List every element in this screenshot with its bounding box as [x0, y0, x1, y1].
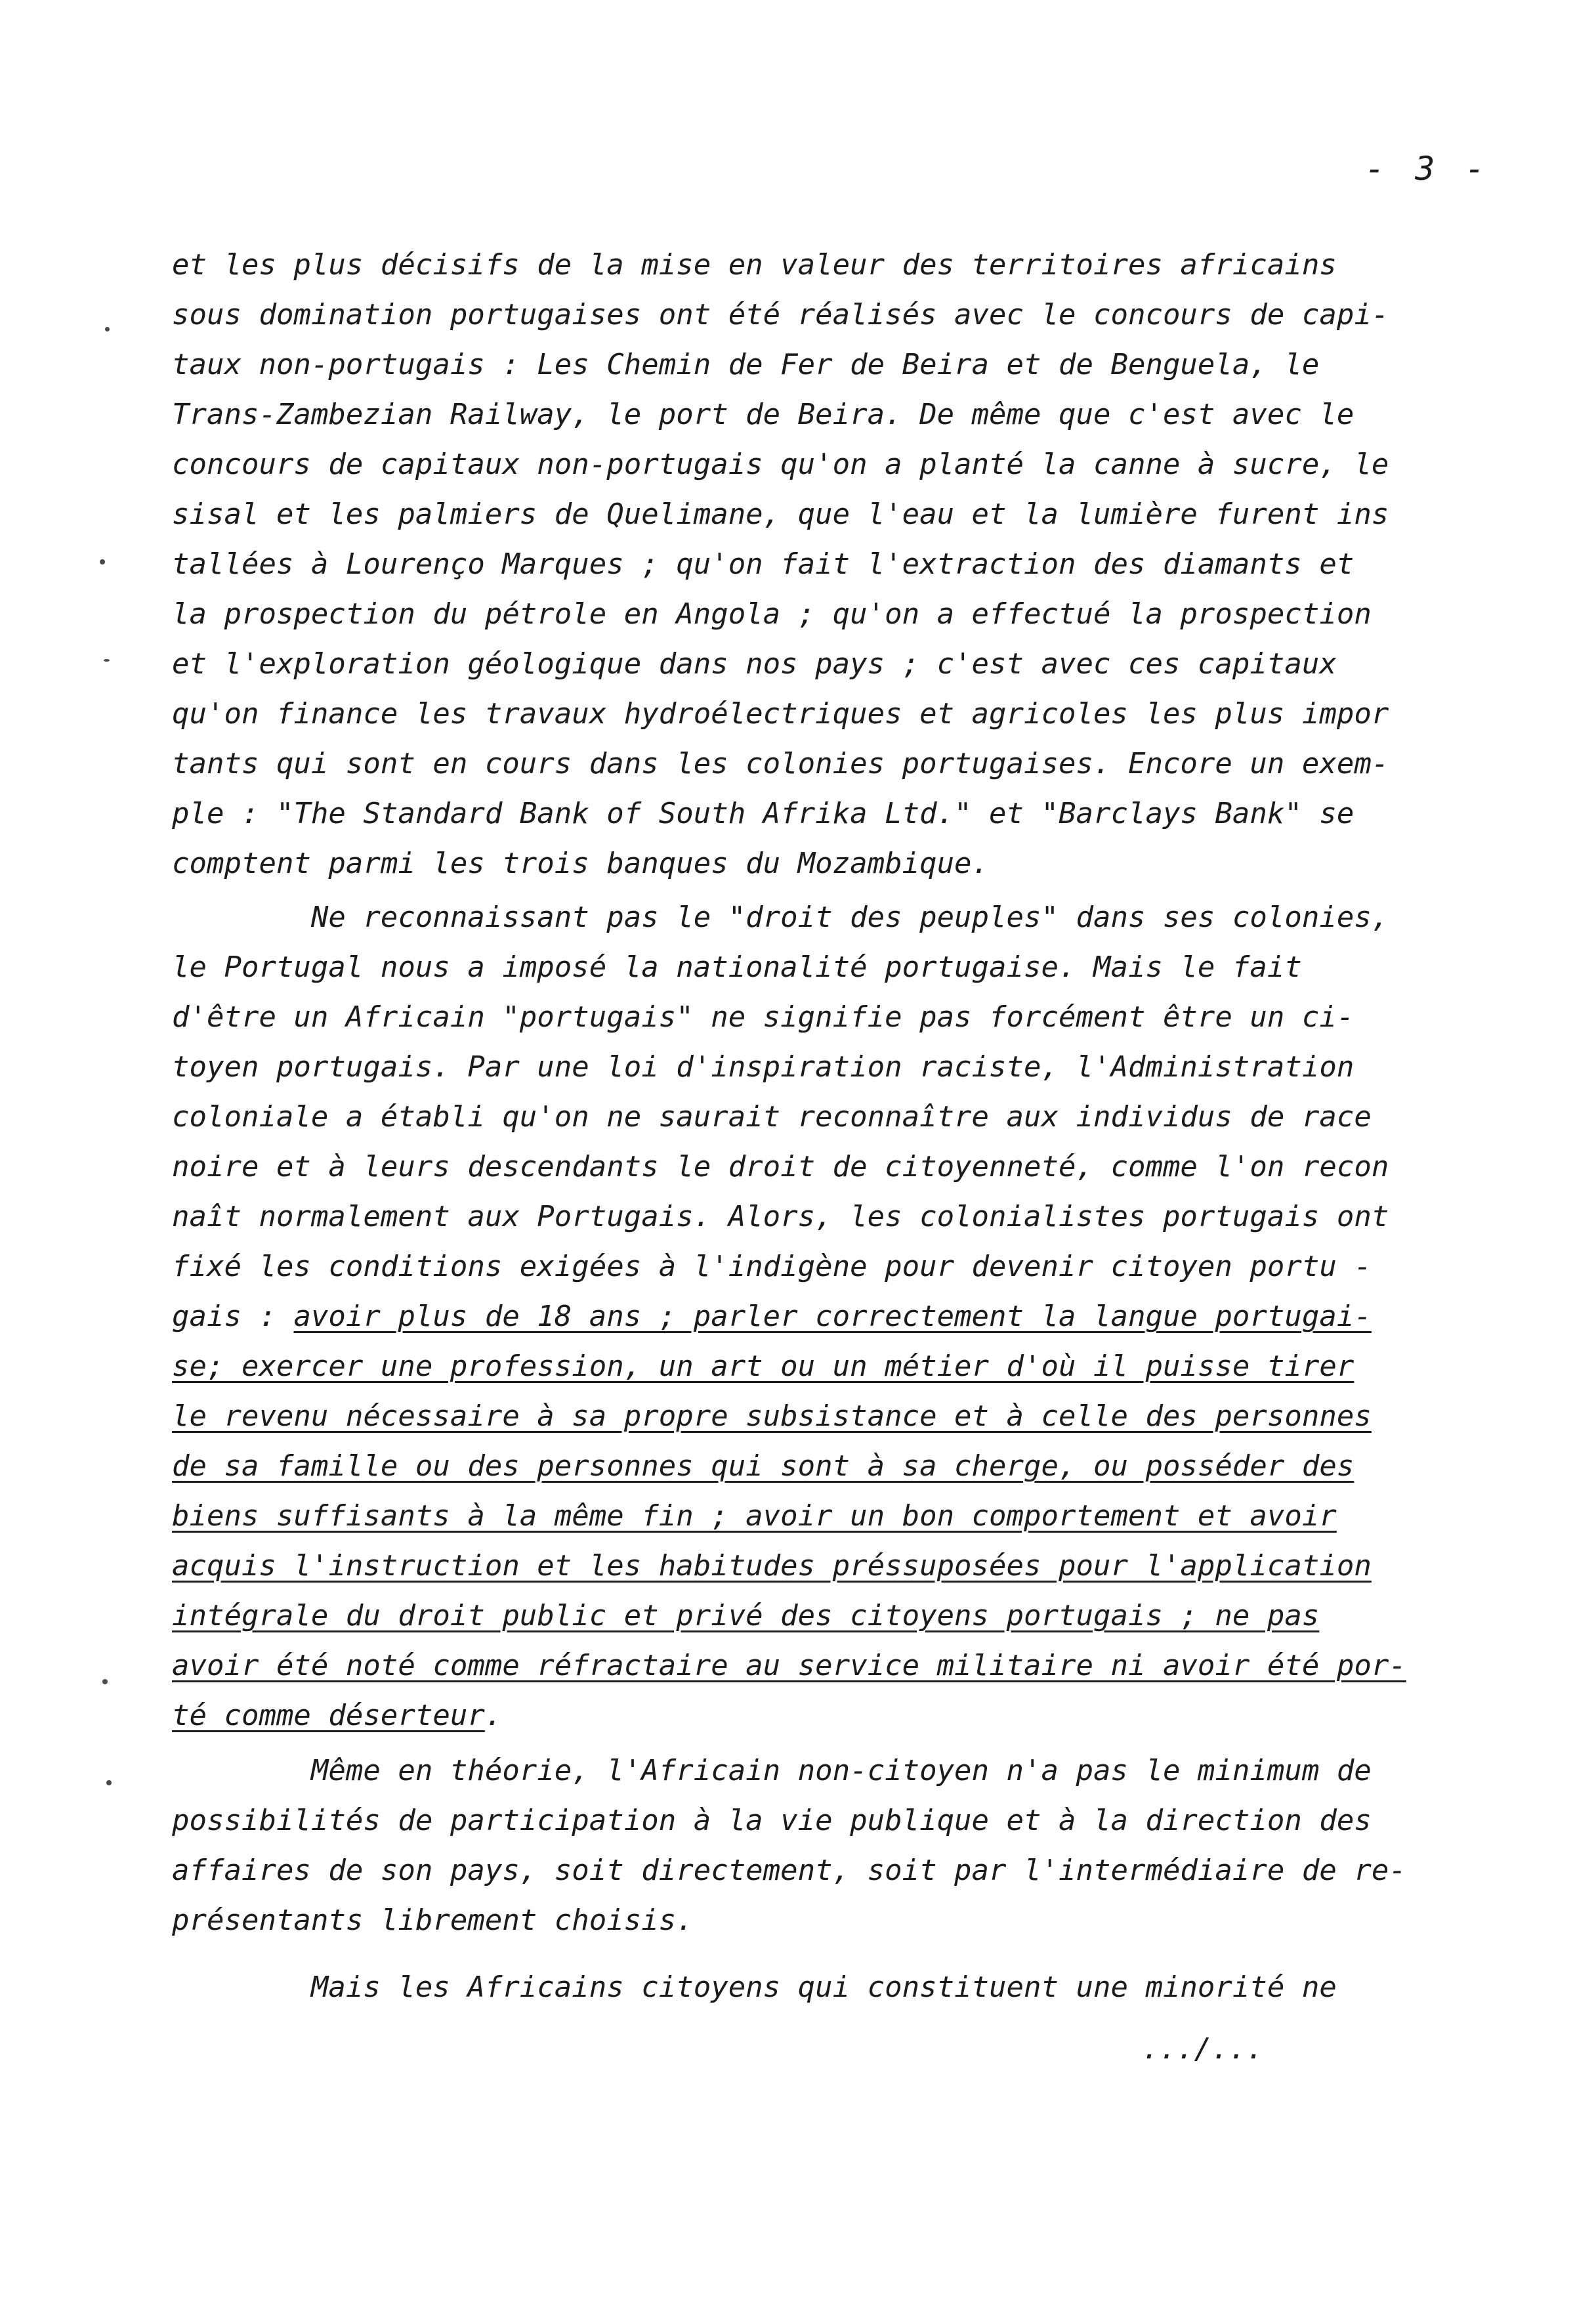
underlined-line: de sa famille ou des personnes qui sont à sa cherge, ou posséder des: [172, 1449, 1354, 1483]
text-line: présentants librement choisis.: [172, 1904, 694, 1937]
text-line: et les plus décisifs de la mise en valeur des territoires africains: [172, 248, 1337, 282]
text-line: affaires de son pays, soit directement, soit par l'intermédiaire de re-: [172, 1854, 1406, 1887]
plain-text: .: [484, 1699, 503, 1732]
underlined-line: le revenu nécessaire à sa propre subsistance et à celle des personnes: [172, 1399, 1372, 1433]
text-line: la prospection du pétrole en Angola ; qu'on a effectué la prospection: [172, 597, 1372, 631]
text-line: possibilités de participation à la vie publique et à la direction des: [172, 1804, 1372, 1837]
text-line: Trans-Zambezian Railway, le port de Beira. De même que c'est avec le: [172, 398, 1354, 431]
text-line: Même en théorie, l'Africain non-citoyen n'a pas le minimum de: [172, 1754, 1372, 1787]
underlined-line: se; exercer une profession, un art ou un métier d'où il puisse tirer: [172, 1350, 1354, 1383]
text-line: noire et à leurs descendants le droit de citoyenneté, comme l'on recon: [172, 1150, 1389, 1183]
paragraph-foreign-capital: [172, 240, 1576, 889]
paragraph-citizen-minority: [172, 1963, 1576, 2012]
text-line: comptent parmi les trois banques du Mozambique.: [172, 847, 990, 880]
text-line: le Portugal nous a imposé la nationalité portugaise. Mais le fait: [172, 950, 1302, 984]
text-line: naît normalement aux Portugais. Alors, les colonialistes portugais ont: [172, 1200, 1389, 1233]
page-number: - 3 -: [1365, 150, 1490, 188]
underlined-text: té comme déserteur: [172, 1699, 485, 1732]
text-line: toyen portugais. Par une loi d'inspiration raciste, l'Administration: [172, 1050, 1354, 1084]
scan-speck: [102, 1679, 108, 1684]
underlined-line: intégrale du droit public et privé des citoyens portugais ; ne pas: [172, 1599, 1320, 1632]
scan-speck: [104, 659, 110, 662]
text-line: fixé les conditions exigées à l'indigène pour devenir citoyen portu -: [172, 1250, 1372, 1283]
text-line: Ne reconnaissant pas le "droit des peuples" dans ses colonies,: [172, 901, 1389, 934]
underlined-line: acquis l'instruction et les habitudes préssuposées pour l'application: [172, 1549, 1372, 1583]
text-line: taux non-portugais : Les Chemin de Fer de Beira et de Benguela, le: [172, 348, 1320, 381]
scan-speck: [105, 327, 110, 331]
text-line: tants qui sont en cours dans les colonies portugaises. Encore un exem-: [172, 747, 1389, 780]
scan-speck: [100, 559, 105, 564]
text-line: concours de capitaux non-portugais qu'on a planté la canne à sucre, le: [172, 448, 1389, 481]
text-line: sisal et les palmiers de Quelimane, que l'eau et la lumière furent ins: [172, 498, 1389, 531]
text-line: ple : "The Standard Bank of South Afrika Ltd." et "Barclays Bank" se: [172, 797, 1354, 830]
text-line: qu'on finance les travaux hydroélectriques et agricoles les plus impor: [172, 697, 1389, 731]
scan-speck: [106, 1780, 112, 1785]
text-line: sous domination portugaises ont été réalisés avec le concours de capi-: [172, 298, 1389, 331]
text-line: d'être un Africain "portugais" ne signifie pas forcément être un ci-: [172, 1000, 1354, 1034]
plain-text: gais :: [172, 1300, 294, 1333]
text-line-mixed: [172, 1292, 1576, 1342]
text-line: tallées à Lourenço Marques ; qu'on fait l'extraction des diamants et: [172, 547, 1354, 581]
paragraph-citizenship-conditions: [172, 893, 1576, 1741]
underlined-line: avoir été noté comme réfractaire au service militaire ni avoir été por-: [172, 1649, 1406, 1682]
underlined-text: avoir plus de 18 ans ; parler correctement la langue portugai-: [293, 1300, 1372, 1333]
underlined-line: biens suffisants à la même fin ; avoir un bon comportement et avoir: [172, 1499, 1337, 1533]
text-line: et l'exploration géologique dans nos pays ; c'est avec ces capitaux: [172, 647, 1337, 681]
continuation-mark: .../...: [1142, 2032, 1264, 2066]
text-line-mixed: [172, 1691, 1576, 1741]
text-line: Mais les Africains citoyens qui constituent une minorité ne: [172, 1970, 1337, 2004]
text-line: coloniale a établi qu'on ne saurait reconnaître aux individus de race: [172, 1100, 1372, 1134]
paragraph-non-citizen: [172, 1746, 1576, 1946]
